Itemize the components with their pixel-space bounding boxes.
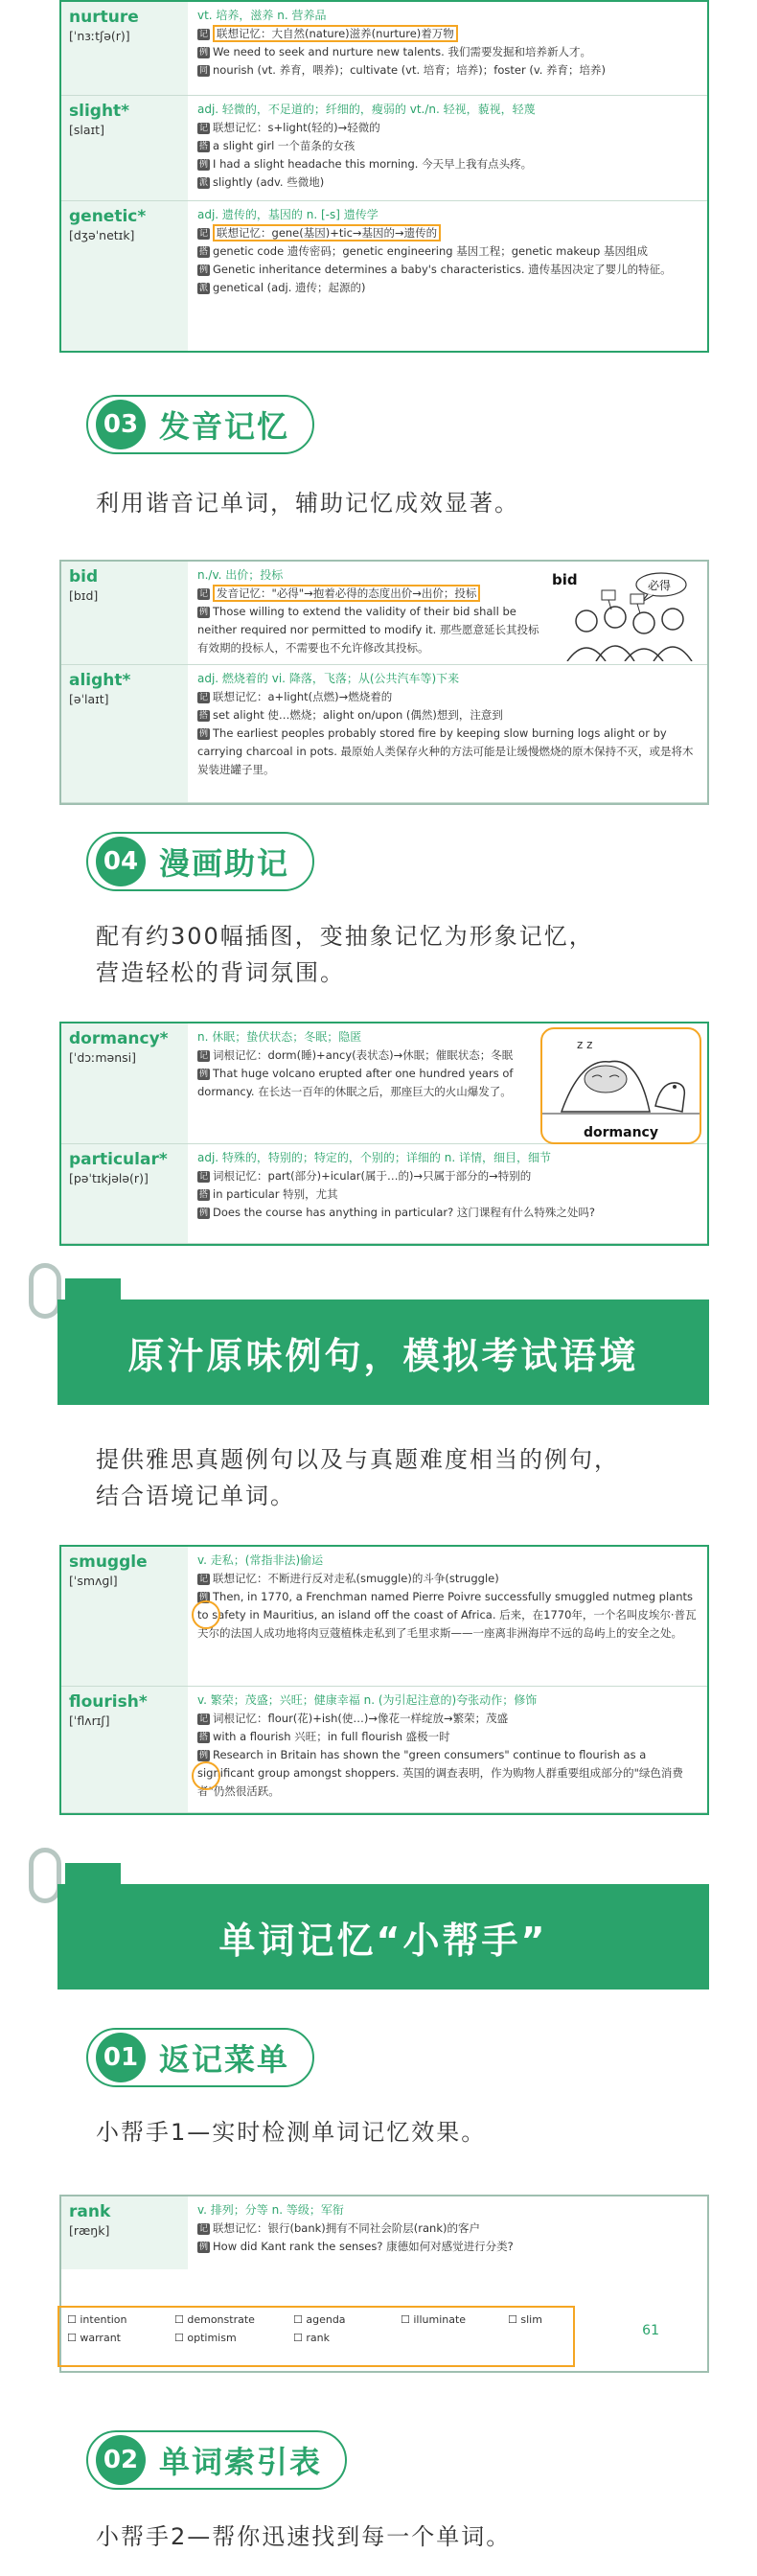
example-icon: 例 <box>199 2242 209 2252</box>
review-checklist <box>57 2306 575 2367</box>
memo-icon: 记 <box>199 1575 209 1584</box>
phonetic: [slaɪt] <box>69 123 104 137</box>
checkbox-icon: ☐ <box>401 2313 414 2326</box>
memo-icon: 记 <box>199 124 209 133</box>
checkbox-icon: ☐ <box>293 2332 307 2344</box>
phonetic: [ˈnɜːtʃə(r)] <box>69 29 130 43</box>
example-icon: 例 <box>199 729 209 739</box>
section-description <box>96 1441 619 1514</box>
definition: adj. 燃烧着的 vi. 降落，飞落；从(公共汽车等)下来 <box>197 672 460 685</box>
dictionary-card-4 <box>59 1545 709 1815</box>
headword: nurture <box>69 8 139 27</box>
example-icon: 例 <box>199 160 209 170</box>
memo-icon: 记 <box>199 1172 209 1182</box>
example-text: Then, in 1770, a Frenchman named Pierre Poivre successfully smuggled nutmeg plants to safety in Mauritius, an island off the coast of Africa. 后来，在1770年，一个名叫皮埃尔·普瓦夫尔的法国人成功地将肉豆蔻植株走私到了毛里求斯——一座离非洲海岸不远的岛屿上的安全之处。 <box>197 1590 697 1640</box>
phonetic: [pəˈtɪkjələ(r)] <box>69 1171 149 1185</box>
section-title: 漫画助记 <box>159 845 290 882</box>
example-icon: 例 <box>199 1751 209 1760</box>
banner-authentic-examples <box>57 1300 709 1405</box>
example-text-2: I had a slight headache this morning. 今天早上我有点头疼。 <box>213 157 533 171</box>
bid-cartoon-illustration <box>548 569 701 661</box>
synonym-icon: 同 <box>199 66 209 76</box>
memo-text: 联想记忆：a+light(点燃)→燃烧着的 <box>213 690 393 703</box>
svg-text:z z: z z <box>577 1038 593 1051</box>
checkbox-icon: ☐ <box>174 2332 188 2344</box>
example-icon: 例 <box>199 1070 209 1079</box>
entry-smuggle <box>61 1547 707 1687</box>
definition: adj. 轻微的，不足道的；纤细的，瘦弱的 vt./n. 轻视，藐视，轻蔑 <box>197 103 536 116</box>
extra-text: genetical (adj. 遗传；起源的) <box>213 281 366 294</box>
section-number-badge: 01 <box>96 2033 146 2082</box>
definition: v. 排列；分等 n. 等级；军衔 <box>197 2203 344 2217</box>
sleeping-volcano-icon <box>542 1029 700 1121</box>
entry-alight <box>61 665 707 803</box>
memo-icon: 记 <box>199 1714 209 1724</box>
phonetic: [dʒəˈnetɪk] <box>69 228 135 242</box>
entry-genetic <box>61 201 707 351</box>
paperclip-icon <box>29 1848 61 1903</box>
exam-example-circle-marker <box>192 1600 220 1629</box>
entry-nurture <box>61 2 707 96</box>
phonetic: [ræŋk] <box>69 2223 110 2238</box>
extra-text: nourish (vt. 养育，喂养)；cultivate (vt. 培育；培养)；foster (v. 养育；培养) <box>213 63 607 77</box>
section-description: 利用谐音记单词，辅助记忆成效显著。 <box>96 490 519 517</box>
phonetic: [ˈsmʌɡl] <box>69 1574 118 1588</box>
headword: slight* <box>69 102 130 121</box>
definition: n. 休眠；蛰伏状态；冬眠；隐匿 <box>197 1030 362 1044</box>
memo-icon: 记 <box>199 30 209 39</box>
headword: particular* <box>69 1150 168 1169</box>
entry-slight <box>61 96 707 201</box>
checkbox-icon: ☐ <box>508 2313 521 2326</box>
section-number-badge: 03 <box>96 400 146 449</box>
dictionary-card-1 <box>59 0 709 353</box>
definition: adj. 特殊的，特别的；特定的，个别的；详细的 n. 详情，细目，细节 <box>197 1151 551 1164</box>
headword: alight* <box>69 671 131 690</box>
derivative-icon: 派 <box>199 178 209 188</box>
example-icon: 搭 <box>199 247 209 257</box>
memo-text: 词根记忆：dorm(睡)+ancy(表状态)→休眠；催眠状态；冬眠 <box>213 1048 514 1062</box>
checkbox-icon: ☐ <box>174 2313 188 2326</box>
dictionary-card-5 <box>59 2195 709 2373</box>
entry-rank <box>61 2196 707 2269</box>
page-number: 61 <box>642 2323 659 2338</box>
example-icon: 例 <box>199 265 209 275</box>
headword: genetic* <box>69 207 147 226</box>
example-text: a slight girl 一个苗条的女孩 <box>213 139 356 152</box>
entry-flourish <box>61 1687 707 1813</box>
section-number-badge: 04 <box>96 837 146 886</box>
memo-text: 词根记忆：part(部分)+icular(属于…的)→只属于部分的→特别的 <box>213 1169 532 1183</box>
checklist-item[interactable]: ☐ slim <box>508 2313 542 2326</box>
memo-text: 联想记忆：银行(bank)拥有不同社会阶层(rank)的客户 <box>213 2221 480 2235</box>
section-description-line-2: 结合语境记单词。 <box>96 1483 295 1509</box>
phonetic: [ˈdɔːmənsi] <box>69 1050 136 1065</box>
example-icon: 例 <box>199 608 209 617</box>
checklist-item[interactable]: ☐ intention <box>67 2313 127 2326</box>
section-description: 小帮手1—实时检测单词记忆效果。 <box>96 2119 487 2146</box>
section-description: 小帮手2—帮你迅速找到每一个单词。 <box>96 2523 512 2550</box>
section-number-badge: 02 <box>96 2435 146 2485</box>
section-title: 单词索引表 <box>159 2444 323 2480</box>
exam-example-circle-marker <box>192 1761 220 1790</box>
paperclip-icon <box>29 1263 61 1319</box>
headword: smuggle <box>69 1552 148 1572</box>
memo-text: 词根记忆：flour(花)+ish(使…)→像花一样绽放→繁荣；茂盛 <box>213 1712 509 1725</box>
memo-text: 发音记忆："必得"→抱着必得的态度出价→出价；投标 <box>213 585 480 602</box>
checklist-item[interactable]: ☐ illuminate <box>401 2313 467 2326</box>
example-text: with a flourish 兴旺；in full flourish 盛极一时 <box>213 1730 450 1743</box>
entry-particular <box>61 1144 707 1244</box>
example-text-2: Does the course has anything in particular? 这门课程有什么特殊之处吗? <box>213 1206 595 1219</box>
example-text-2: The earliest peoples probably stored fire by keeping slow burning logs alight or by carrying charcoal in pots. 最原始人类保存火种的方法可能是让缓慢燃烧的原木保持不灭，或是将木炭装进罐子里。 <box>197 726 694 776</box>
definition: vt. 培养，滋养 n. 营养品 <box>197 9 327 22</box>
cartoon-caption-word: dormancy <box>584 1125 658 1140</box>
example-icon: 例 <box>199 48 209 58</box>
section-description-line-2: 营造轻松的背词氛围。 <box>96 959 345 986</box>
speech-bubble-text: 必得 <box>648 579 672 592</box>
memo-icon: 记 <box>199 589 209 599</box>
checkbox-icon: ☐ <box>293 2313 307 2326</box>
section-heading-cartoon <box>86 832 314 891</box>
example-text-2: Research in Britain has shown the "green consumers" continue to flourish as a significant group amongst shoppers. 英国的调查表明，作为购物人群重要组成部分的"绿色消费者"仍然很活跃。 <box>197 1748 683 1798</box>
memo-icon: 记 <box>199 2224 209 2234</box>
checkbox-icon: ☐ <box>67 2313 80 2326</box>
example-icon: 搭 <box>199 142 209 151</box>
phonetic: [ˈflʌrɪʃ] <box>69 1714 110 1728</box>
cartoon-caption-word: bid <box>552 571 578 588</box>
headword: dormancy* <box>69 1029 169 1048</box>
example-text: genetic code 遗传密码；genetic engineering 基因工程；genetic makeup 基因组成 <box>213 244 648 258</box>
checklist-item[interactable]: ☐ agenda <box>293 2313 346 2326</box>
example-icon: 搭 <box>199 1733 209 1742</box>
headword: bid <box>69 567 99 586</box>
section-heading-pronunciation <box>86 395 314 454</box>
headword: flourish* <box>69 1692 148 1712</box>
example-text: in particular 特别，尤其 <box>213 1187 338 1201</box>
checklist-item[interactable]: ☐ warrant <box>67 2332 121 2344</box>
memo-text: 联想记忆：gene(基因)+tic→基因的→遗传的 <box>213 224 441 242</box>
example-text: How did Kant rank the senses? 康德如何对感觉进行分类? <box>213 2240 514 2253</box>
memo-text: 联想记忆：不断进行反对走私(smuggle)的斗争(struggle) <box>213 1572 499 1585</box>
example-text: Those willing to extend the validity of their bid shall be neither required nor permitted to modify it. 那些愿意延长其投标有效期的投标人，不需要也不允许修改其投标。 <box>197 605 539 655</box>
derivative-icon: 派 <box>199 284 209 293</box>
example-icon: 例 <box>199 1593 209 1602</box>
extra-text: slightly (adv. 些微地) <box>213 175 325 189</box>
checklist-item[interactable]: ☐ optimism <box>174 2332 237 2344</box>
section-description-line-1: 配有约300幅插图，变抽象记忆为形象记忆， <box>96 923 594 950</box>
memo-icon: 记 <box>199 1051 209 1061</box>
definition: v. 走私；(常指非法)偷运 <box>197 1553 324 1567</box>
banner-memory-helper <box>57 1884 709 1990</box>
example-text: We need to seek and nurture new talents. 我们需要发掘和培养新人才。 <box>213 45 591 58</box>
dictionary-card-2 <box>59 560 709 805</box>
banner-title: 原汁原味例句，模拟考试语境 <box>127 1334 639 1377</box>
definition: adj. 遗传的，基因的 n. [-s] 遗传学 <box>197 208 378 221</box>
example-text-2: Genetic inheritance determines a baby's characteristics. 遗传基因决定了婴儿的特征。 <box>213 263 672 276</box>
example-text: That huge volcano erupted after one hundred years of dormancy. 在长达一百年的休眠之后，那座巨大的火山爆发了。 <box>197 1067 514 1098</box>
checklist-item[interactable]: ☐ rank <box>293 2332 330 2344</box>
checkbox-icon: ☐ <box>67 2332 80 2344</box>
section-description-line-1: 提供雅思真题例句以及与真题难度相当的例句， <box>96 1446 619 1473</box>
definition: n./v. 出价；投标 <box>197 568 284 582</box>
example-icon: 搭 <box>199 711 209 721</box>
section-heading-word-index <box>86 2430 347 2490</box>
example-text: set alight 使…燃烧；alight on/upon (偶然)想到，注意到 <box>213 708 503 722</box>
example-icon: 例 <box>199 1208 209 1218</box>
section-description <box>96 918 594 991</box>
definition: v. 繁荣；茂盛；兴旺；健康幸福 n. (为引起注意的)夸张动作；修饰 <box>197 1693 538 1707</box>
dormancy-cartoon-illustration <box>540 1027 701 1144</box>
memo-text: 联想记忆：s+light(轻的)→轻微的 <box>213 121 380 134</box>
headword: rank <box>69 2202 111 2221</box>
phonetic: [əˈlaɪt] <box>69 692 109 706</box>
banner-title: 单词记忆“小帮手” <box>218 1919 548 1962</box>
phonetic: [bɪd] <box>69 588 99 603</box>
dictionary-card-3 <box>59 1022 709 1246</box>
memo-icon: 记 <box>199 693 209 702</box>
checklist-item[interactable]: ☐ demonstrate <box>174 2313 255 2326</box>
example-icon: 搭 <box>199 1190 209 1200</box>
section-heading-review-menu <box>86 2028 314 2087</box>
memo-icon: 记 <box>199 229 209 239</box>
memo-text: 联想记忆：大自然(nature)滋养(nurture)着万物 <box>213 25 458 42</box>
section-title: 发音记忆 <box>159 408 290 445</box>
section-title: 返记菜单 <box>159 2041 290 2078</box>
